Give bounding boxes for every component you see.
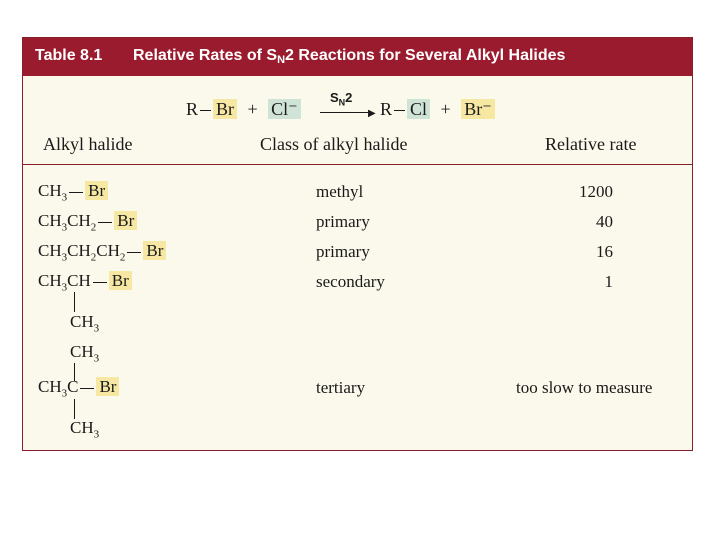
arrow-head-icon: ▶ bbox=[368, 108, 376, 119]
plus-sign: + bbox=[440, 99, 451, 119]
product-cl: Cl bbox=[407, 99, 430, 119]
rate-cell: 16 bbox=[596, 242, 613, 261]
reactant-cl-minus: Cl⁻ bbox=[268, 99, 301, 119]
rate-cell: 40 bbox=[596, 212, 613, 231]
class-cell: primary bbox=[316, 212, 370, 231]
bond-line bbox=[200, 110, 211, 111]
rate-cell: 1200 bbox=[579, 182, 613, 201]
product-br-minus: Br⁻ bbox=[461, 99, 495, 119]
reactant-br: Br bbox=[213, 99, 237, 119]
table-title: Relative Rates of $S_N2$ Reactions for Several Alkyl Halides bbox=[133, 47, 566, 66]
bond-line-vertical bbox=[74, 399, 75, 419]
methyl-branch-bottom: $CH_3$ bbox=[70, 418, 100, 441]
class-cell: tertiary bbox=[316, 378, 366, 397]
formula-tert-butyl-bromide: $CH_3C$ Br bbox=[38, 377, 119, 399]
table-number: Table 8.1 bbox=[35, 47, 103, 64]
bond-line-vertical bbox=[74, 292, 75, 312]
methyl-branch-top: $CH_3$ bbox=[70, 342, 100, 365]
arrow-line bbox=[320, 112, 372, 113]
table-header-bar bbox=[23, 38, 692, 76]
reaction-equation-right bbox=[380, 99, 495, 120]
arrow-label-sn2: $S_N2$ bbox=[330, 90, 353, 108]
reaction-equation-left bbox=[186, 99, 301, 120]
rate-cell: 1 bbox=[604, 272, 613, 291]
class-cell: secondary bbox=[316, 272, 385, 291]
column-header-rate: Relative rate bbox=[545, 134, 637, 154]
formula-methyl-bromide: $CH_3$ Br bbox=[38, 181, 108, 203]
methyl-branch: $CH_3$ bbox=[70, 312, 100, 335]
class-cell: primary bbox=[316, 242, 370, 261]
table-8-1 bbox=[22, 37, 693, 451]
formula-propyl-bromide: $CH_3CH_2CH_2$ Br bbox=[38, 241, 166, 263]
column-header-alkyl-halide: Alkyl halide bbox=[43, 134, 133, 154]
plus-sign: + bbox=[247, 99, 258, 119]
header-rule bbox=[23, 164, 692, 165]
rate-cell: too slow to measure bbox=[516, 378, 653, 397]
product-r: R bbox=[380, 99, 393, 119]
bond-line bbox=[394, 110, 405, 111]
class-cell: methyl bbox=[316, 182, 364, 201]
reaction-arrow bbox=[318, 90, 378, 120]
reactant-r: R bbox=[186, 99, 199, 119]
formula-ethyl-bromide: $CH_3CH_2$ Br bbox=[38, 211, 137, 233]
column-header-class: Class of alkyl halide bbox=[260, 134, 408, 154]
formula-isopropyl-bromide: $CH_3CH$ Br bbox=[38, 271, 132, 293]
